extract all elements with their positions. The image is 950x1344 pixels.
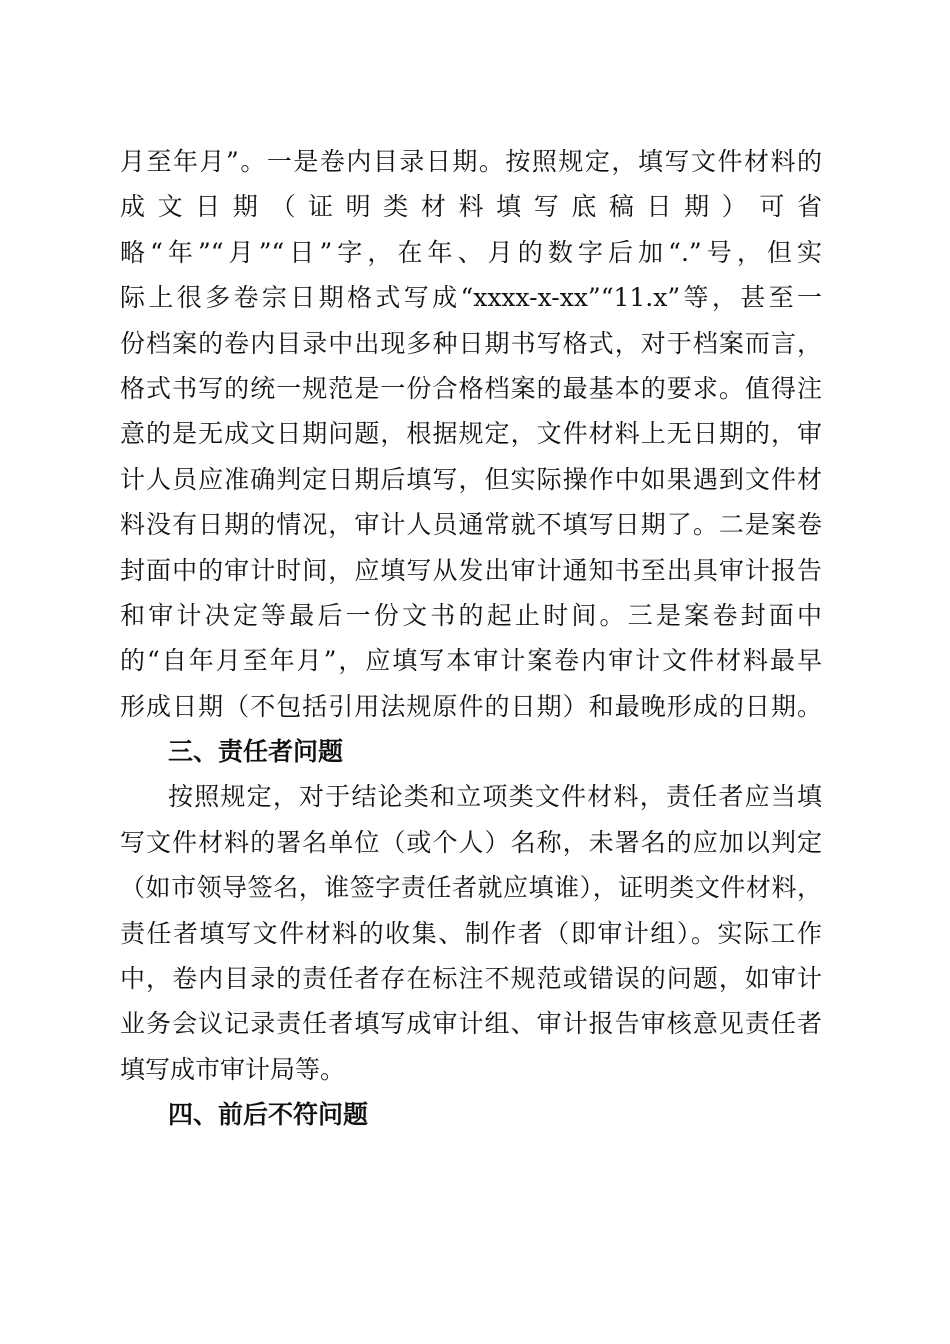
- text-line: 的“自年月至年月”，应填写本审计案卷内审计文件材料最早: [120, 646, 822, 676]
- text-line: 意的是无成文日期问题，根据规定，文件材料上无日期的，审: [120, 419, 822, 449]
- text-line: 略“年”“月”“日”字，在年、月的数字后加“.”号，但实: [120, 237, 822, 267]
- text-line: 格式书写的统一规范是一份合格档案的最基本的要求。值得注: [120, 373, 822, 403]
- document-page: [120, 139, 822, 1138]
- text-line: 写文件材料的署名单位（或个人）名称，未署名的应加以判定: [120, 827, 822, 857]
- section-heading-inconsistency: 四、前后不符问题: [168, 1100, 369, 1130]
- text-line: 业务会议记录责任者填写成审计组、审计报告审核意见责任者: [120, 1009, 822, 1039]
- text-line: 月至年月”。一是卷内目录日期。按照规定，填写文件材料的: [120, 147, 822, 176]
- text-line: 填写成市审计局等。: [120, 1054, 346, 1084]
- text-line: 际上很多卷宗日期格式写成“xxxx-x-xx”“11.x”等，甚至一: [120, 283, 822, 313]
- text-line: （如市领导签名，谁签字责任者就应填谁），证明类文件材料，: [120, 873, 822, 903]
- paragraph-responsible-party: [120, 774, 822, 1092]
- text-line: 计人员应准确判定日期后填写，但实际操作中如果遇到文件材: [120, 464, 822, 494]
- text-line: 形成日期（不包括引用法规原件的日期）和最晚形成的日期。: [120, 691, 822, 721]
- text-line: 封面中的审计时间，应填写从发出审计通知书至出具审计报告: [120, 555, 822, 585]
- text-line: 按照规定，对于结论类和立项类文件材料，责任者应当填: [168, 782, 822, 812]
- text-line: 中，卷内目录的责任者存在标注不规范或错误的问题，如审计: [120, 964, 822, 994]
- paragraph-dates: [120, 139, 822, 729]
- text-line: 份档案的卷内目录中出现多种日期书写格式，对于档案而言，: [120, 328, 822, 358]
- text-line: 成文日期（证明类材料填写底稿日期）可省: [120, 192, 822, 222]
- text-line: 责任者填写文件材料的收集、制作者（即审计组）。实际工作: [120, 918, 822, 948]
- text-line: 和审计决定等最后一份文书的起止时间。三是案卷封面中: [120, 600, 822, 630]
- section-heading-responsible-party: 三、责任者问题: [168, 737, 344, 767]
- text-line: 料没有日期的情况，审计人员通常就不填写日期了。二是案卷: [120, 510, 822, 540]
